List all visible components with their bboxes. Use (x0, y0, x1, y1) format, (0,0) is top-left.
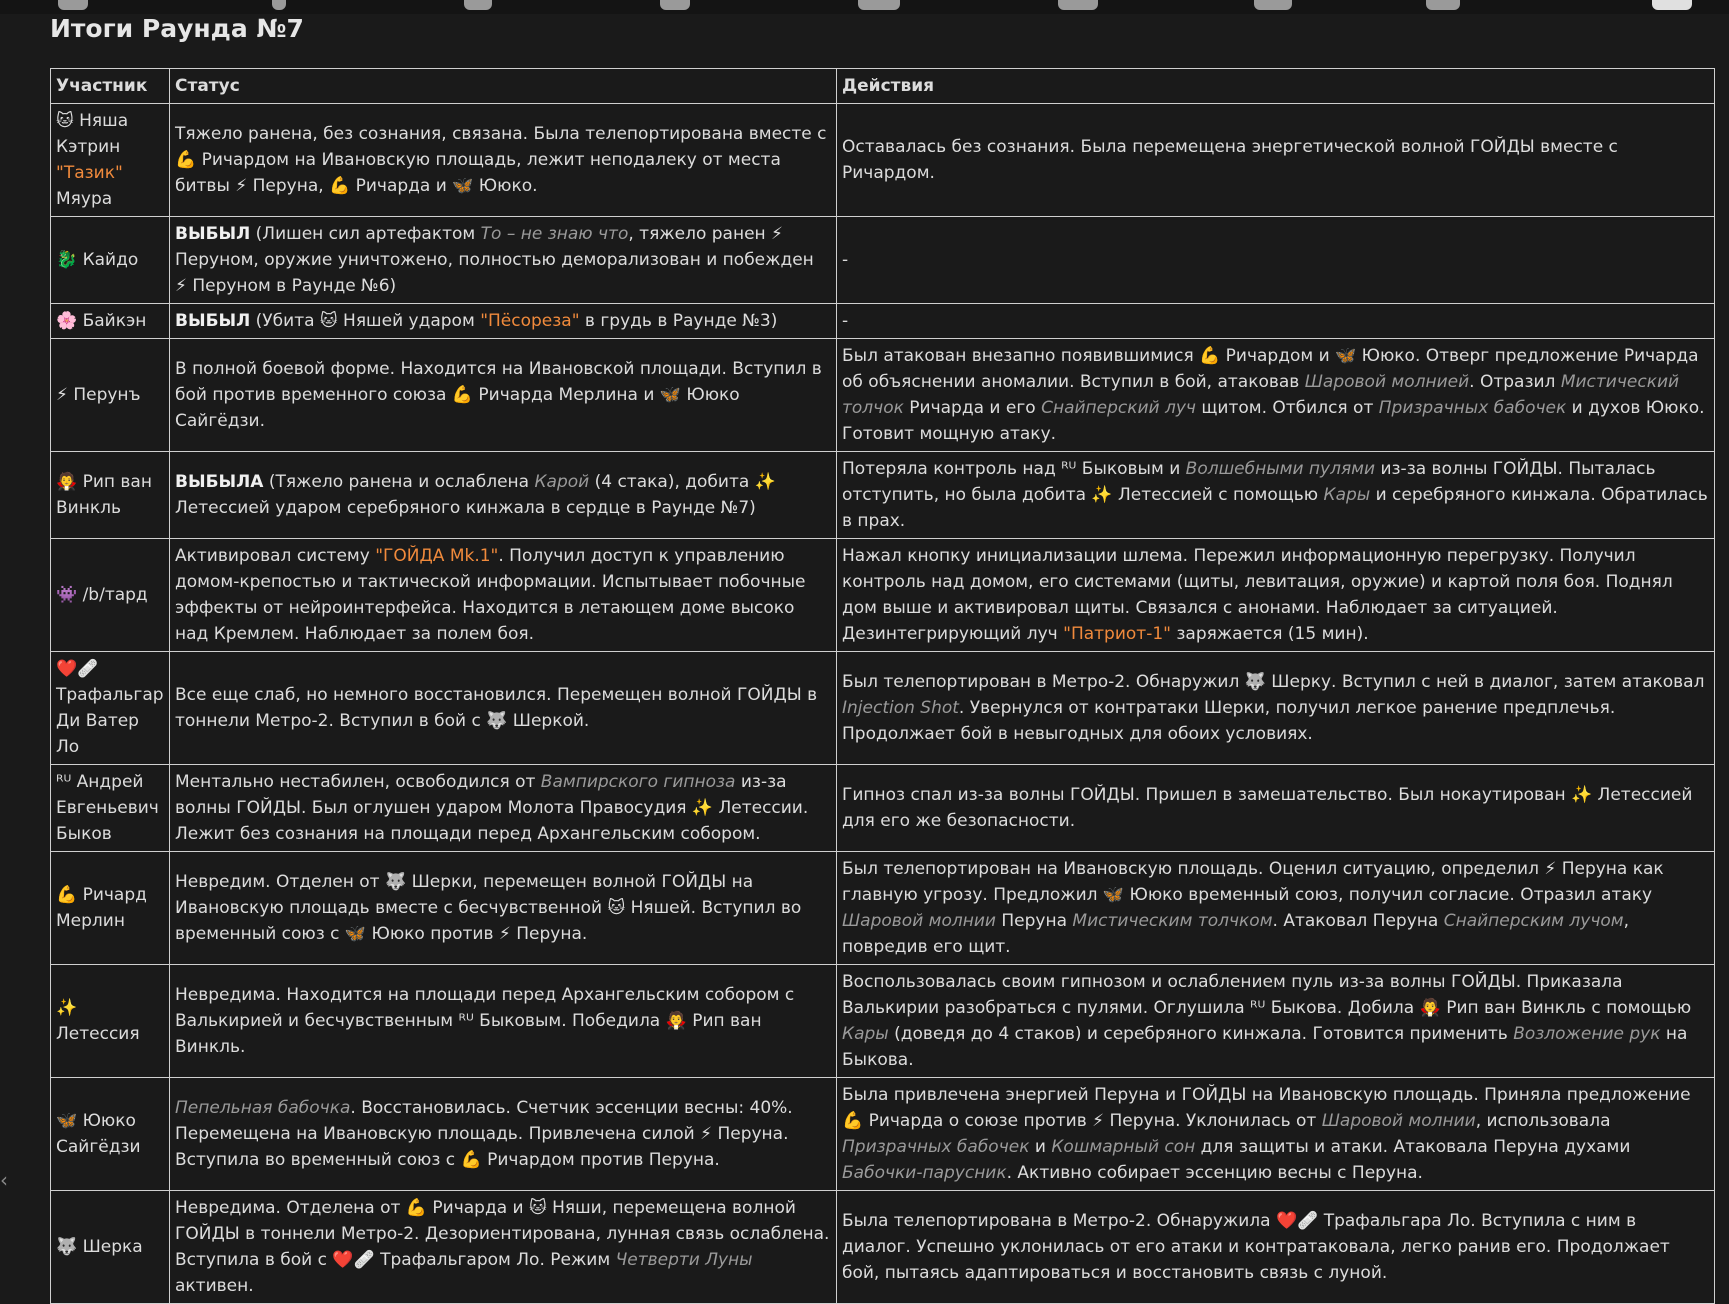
text-segment: Оставалась без сознания. Была перемещена энергетической волной ГОЙДЫ вместе с Ричардом. (842, 137, 1618, 183)
status-cell (170, 217, 837, 304)
ability-name: Шаровой молнией (1304, 372, 1470, 392)
text-segment: В полной боевой форме. Находится на Ивановской площади. Вступил в бой против временного союза 💪 Ричарда Мерлина и 🦋 Ююко Сайгёдзи. (175, 359, 822, 431)
save-icon[interactable] (660, 0, 690, 10)
ability-name: Кары (1323, 485, 1371, 505)
actions-cell (837, 452, 1715, 539)
text-segment: 💪 Ричард Мерлин (56, 885, 147, 931)
text-segment: на Быкова. (842, 1024, 1688, 1070)
text-segment: Гипноз спал из-за волны ГОЙДЫ. Пришел в замешательство. Был нокаутирован ✨ Летессией для его же безопасности. (842, 785, 1693, 831)
ability-name: Четверти Луны (615, 1250, 753, 1270)
text-segment: (4 стака), добита ✨ Летессией ударом серебряного кинжала в сердце в Раунде №7) (175, 472, 776, 518)
table-row (51, 965, 1715, 1078)
text-segment: Ментально нестабилен, освободился от (175, 772, 541, 792)
text-segment: ✨ Летессия (56, 998, 140, 1044)
ability-name: То – не знаю что (480, 224, 629, 244)
text-segment: (доведя до 4 стаков) и серебряного кинжала. Готовится применить (888, 1024, 1514, 1044)
actions-cell (837, 852, 1715, 965)
status-cell (170, 104, 837, 217)
status-label: ВЫБЫЛ (175, 224, 251, 244)
inbox-icon[interactable] (1058, 0, 1098, 10)
text-segment: , использовала (1475, 1111, 1611, 1131)
status-cell (170, 539, 837, 652)
actions-cell (837, 1191, 1715, 1304)
participant-cell (51, 852, 170, 965)
text-segment: ⚡ Перунъ (56, 385, 141, 405)
status-label: ВЫБЫЛ (175, 311, 251, 331)
ability-name: Призрачных бабочек (842, 1137, 1030, 1157)
person-icon[interactable] (464, 0, 492, 10)
participant-cell (51, 539, 170, 652)
table-row (51, 765, 1715, 852)
round-results-table (50, 68, 1715, 1304)
table-row (51, 1191, 1715, 1304)
text-segment: для защиты и атаки. Атаковала Перуна духами (1195, 1137, 1631, 1157)
text-segment: , повредив его щит. (842, 911, 1630, 957)
text-segment: щитом. Отбился от (1195, 398, 1379, 418)
text-segment: Воспользовалась своим гипнозом и ослаблением пуль из-за волны ГОЙДЫ. Приказала Валькирии разобраться с пулями. Оглушила ᴿᵁ Быкова. Добила 🧛 Рип ван Винкль с помощью (842, 972, 1692, 1018)
actions-cell (837, 217, 1715, 304)
actions-cell (837, 304, 1715, 339)
text-segment: 🐉 Кайдо (56, 250, 139, 270)
text-segment: и (1029, 1137, 1052, 1157)
text-segment: - (842, 311, 849, 331)
status-cell (170, 765, 837, 852)
image-icon[interactable] (1652, 0, 1692, 10)
actions-cell (837, 652, 1715, 765)
status-cell (170, 852, 837, 965)
text-segment: (Тяжело ранена и ослаблена (263, 472, 535, 492)
ability-name: Мистический толчок (842, 372, 1680, 418)
ability-name: Кары (842, 1024, 889, 1044)
highlight-name: "Пёсореза" (480, 311, 580, 331)
text-segment: Перуна (995, 911, 1073, 931)
text-segment: Все еще слаб, но немного восстановился. Перемещен волной ГОЙДЫ в тоннели Метро-2. Вступил в бой с 🐺 Шеркой. (175, 685, 818, 731)
actions-cell (837, 965, 1715, 1078)
actions-cell (837, 339, 1715, 452)
text-segment: 👾 /b/тард (56, 585, 148, 605)
table-row (51, 539, 1715, 652)
participant-cell (51, 304, 170, 339)
column-header-participant: Участник (51, 69, 170, 104)
table-header-row (51, 69, 1715, 104)
text-segment: 🌸 Байкэн (56, 311, 147, 331)
highlight-name: "Тазик" (56, 163, 123, 183)
actions-cell (837, 104, 1715, 217)
text-segment: . Активно собирает эссенцию весны с Перуна. (1006, 1163, 1423, 1183)
text-segment: из-за волны ГОЙДЫ. Был оглушен ударом Молота Правосудия ✨ Летессии. Лежит без сознания на площади перед Архангельским собором. (175, 772, 809, 844)
text-segment: 🐱 Няша Кэтрин (56, 111, 129, 157)
text-segment: (Лишен сил артефактом (250, 224, 481, 244)
text-segment: (Убита 🐱 Няшей ударом (250, 311, 481, 331)
ability-name: Призрачных бабочек (1378, 398, 1567, 418)
map-icon[interactable] (1254, 0, 1292, 10)
text-segment: ᴿᵁ Андрей Евгеньевич Быков (56, 772, 159, 844)
text-segment: и серебряного кинжала. Обратилась в прах. (842, 485, 1708, 531)
text-segment: активен. (175, 1276, 254, 1296)
status-cell (170, 1191, 837, 1304)
text-segment: . Увернулся от контратаки Шерки, получил легкое ранение предплечья. Продолжает бой в невыгодных для обоих условиях. (842, 698, 1616, 744)
text-segment: Невредим. Отделен от 🐺 Шерки, перемещен волной ГОЙДЫ на Ивановскую площадь вместе с бесчувственной 🐱 Няшей. Вступил во временный союз с 🦋 Ююко против ⚡ Перуна. (175, 872, 802, 944)
participant-cell (51, 765, 170, 852)
text-segment: Мяура (56, 189, 113, 209)
table-row (51, 304, 1715, 339)
text-segment: ❤️🩹 Трафальгар Ди Ватер Ло (56, 659, 164, 757)
text-segment: Был телепортирован на Ивановскую площадь. Оценил ситуацию, определил ⚡ Перуна как главную угрозу. Предложил 🦋 Ююко временный союз, получил согласие. Отразил атаку (842, 859, 1664, 905)
participant-cell (51, 652, 170, 765)
text-segment: . Восстановилась. Счетчик эссенции весны: 40%. Перемещена на Ивановскую площадь. Привлечена силой ⚡ Перуна. Вступила во временный союз с 💪 Ричардом против Перуна. (175, 1098, 793, 1170)
participant-cell (51, 965, 170, 1078)
ability-name: Снайперский луч (1041, 398, 1196, 418)
text-segment: . Отразил (1469, 372, 1561, 392)
status-cell (170, 652, 837, 765)
ability-name: Вампирского гипноза (540, 772, 736, 792)
status-label: ВЫБЫЛА (175, 472, 264, 492)
participant-cell (51, 1191, 170, 1304)
table-body (51, 104, 1715, 1304)
text-segment: Тяжело ранена, без сознания, связана. Была телепортирована вместе с 💪 Ричардом на Ивановскую площадь, лежит неподалеку от места битвы ⚡ Перуна, 💪 Ричарда и 🦋 Ююко. (175, 124, 827, 196)
text-segment: , тяжело ранен ⚡ Перуном, оружие уничтожено, полностью деморализован и побежден ⚡ Перуном в Раунде №6) (175, 224, 814, 296)
status-cell (170, 304, 837, 339)
ability-name: Снайперским лучом (1443, 911, 1624, 931)
text-segment: Невредима. Находится на площади перед Архангельским собором с Валькирией и бесчувственным ᴿᵁ Быковым. Победила 🧛 Рип ван Винкль. (175, 985, 795, 1057)
gear-icon[interactable] (858, 0, 900, 10)
text-segment: Была телепортирована в Метро-2. Обнаружила ❤️🩹 Трафальгара Ло. Вступила с ним в диалог. Успешно уклонилась от его атаки и контратаковала, легко ранив его. Продолжает бой, пытаясь адаптироваться и восстановить связь с луной. (842, 1211, 1670, 1283)
pin-icon[interactable] (272, 0, 286, 10)
ability-name: Бабочки-парусник (842, 1163, 1007, 1183)
ability-name: Волшебными пулями (1185, 459, 1376, 479)
participant-cell (51, 217, 170, 304)
participant-cell (51, 452, 170, 539)
table-row (51, 1078, 1715, 1191)
text-segment: Был телепортирован в Метро-2. Обнаружил 🐺 Шерку. Вступил с ней в диалог, затем атаковал (842, 672, 1705, 692)
ability-name: Мистическим толчком (1072, 911, 1273, 931)
text-segment: Невредима. Отделена от 💪 Ричарда и 🐱 Няши, перемещена волной ГОЙДЫ в тоннели Метро-2. Дезориентирована, лунная связь ослаблена. Вступила в бой с ❤️🩹 Трафальгаром Ло. Режим (175, 1198, 830, 1270)
ability-name: Шаровой молнии (1321, 1111, 1476, 1131)
chevron-left-icon[interactable]: ‹ (0, 1168, 8, 1192)
top-toolbar-strip (0, 0, 1729, 14)
ability-name: Карой (534, 472, 590, 492)
text-segment: Нажал кнопку инициализации шлема. Пережил информационную перегрузку. Получил контроль над домом, его системами (щиты, левитация, оружие) и картой поля боя. Поднял дом выше и активировал щиты. Связался с анонами. Наблюдает за ситуацией. Дезинтегрирующий луч (842, 546, 1673, 644)
participant-cell (51, 339, 170, 452)
text-segment: в грудь в Раунде №3) (579, 311, 778, 331)
ability-name: Шаровой молнии (842, 911, 996, 931)
ability-name: Кошмарный сон (1051, 1137, 1196, 1157)
table-row (51, 339, 1715, 452)
table-row (51, 104, 1715, 217)
text-segment: - (842, 250, 849, 270)
actions-cell (837, 765, 1715, 852)
text-segment: из-за волны ГОЙДЫ. Пыталась отступить, но была добита ✨ Летессией с помощью (842, 459, 1656, 505)
face-icon[interactable] (1426, 0, 1460, 10)
table-row (51, 217, 1715, 304)
text-segment: Потеряла контроль над ᴿᵁ Быковым и (842, 459, 1186, 479)
text-segment: заряжается (15 мин). (1170, 624, 1369, 644)
page-title: Итоги Раунда №7 (50, 14, 304, 43)
participant-cell (51, 1078, 170, 1191)
text-segment: 🐺 Шерка (56, 1237, 143, 1257)
status-cell (170, 452, 837, 539)
table-row (51, 852, 1715, 965)
status-cell (170, 965, 837, 1078)
table-row (51, 652, 1715, 765)
text-segment: 🦋 Ююко Сайгёдзи (56, 1111, 141, 1157)
highlight-name: "Патриот-1" (1063, 624, 1171, 644)
actions-cell (837, 1078, 1715, 1191)
text-segment: Активировал систему (175, 546, 376, 566)
text-segment: 🧛 Рип ван Винкль (56, 472, 152, 518)
text-segment: Была привлечена энергией Перуна и ГОЙДЫ на Ивановскую площадь. Приняла предложение 💪 Ричарда о союзе против ⚡ Перуна. Уклонилась от (842, 1085, 1691, 1131)
participant-cell (51, 104, 170, 217)
highlight-name: "ГОЙДА Mk.1" (375, 546, 499, 566)
table-row (51, 452, 1715, 539)
text-segment: . Атаковал Перуна (1272, 911, 1444, 931)
status-cell (170, 339, 837, 452)
text-segment: Был атакован внезапно появившимися 💪 Ричардом и 🦋 Ююко. Отверг предложение Ричарда об объяснении аномалии. Вступил в бой, атаковав (842, 346, 1699, 392)
ability-name: Injection Shot (842, 698, 959, 718)
status-cell (170, 1078, 837, 1191)
column-header-actions: Действия (837, 69, 1715, 104)
text-segment: . Получил доступ к управлению домом-крепостью и тактической информации. Испытывает побочные эффекты от нейроинтерфейса. Находится в летающем доме высоко над Кремлем. Наблюдает за полем боя. (175, 546, 806, 644)
actions-cell (837, 539, 1715, 652)
text-segment: и духов Ююко. Готовит мощную атаку. (842, 398, 1705, 444)
ability-name: Пепельная бабочка (175, 1098, 351, 1118)
ability-name: Возложение рук (1513, 1024, 1661, 1044)
column-header-status: Статус (170, 69, 837, 104)
text-segment: Ричарда и его (903, 398, 1042, 418)
sliders-icon[interactable] (58, 0, 88, 10)
